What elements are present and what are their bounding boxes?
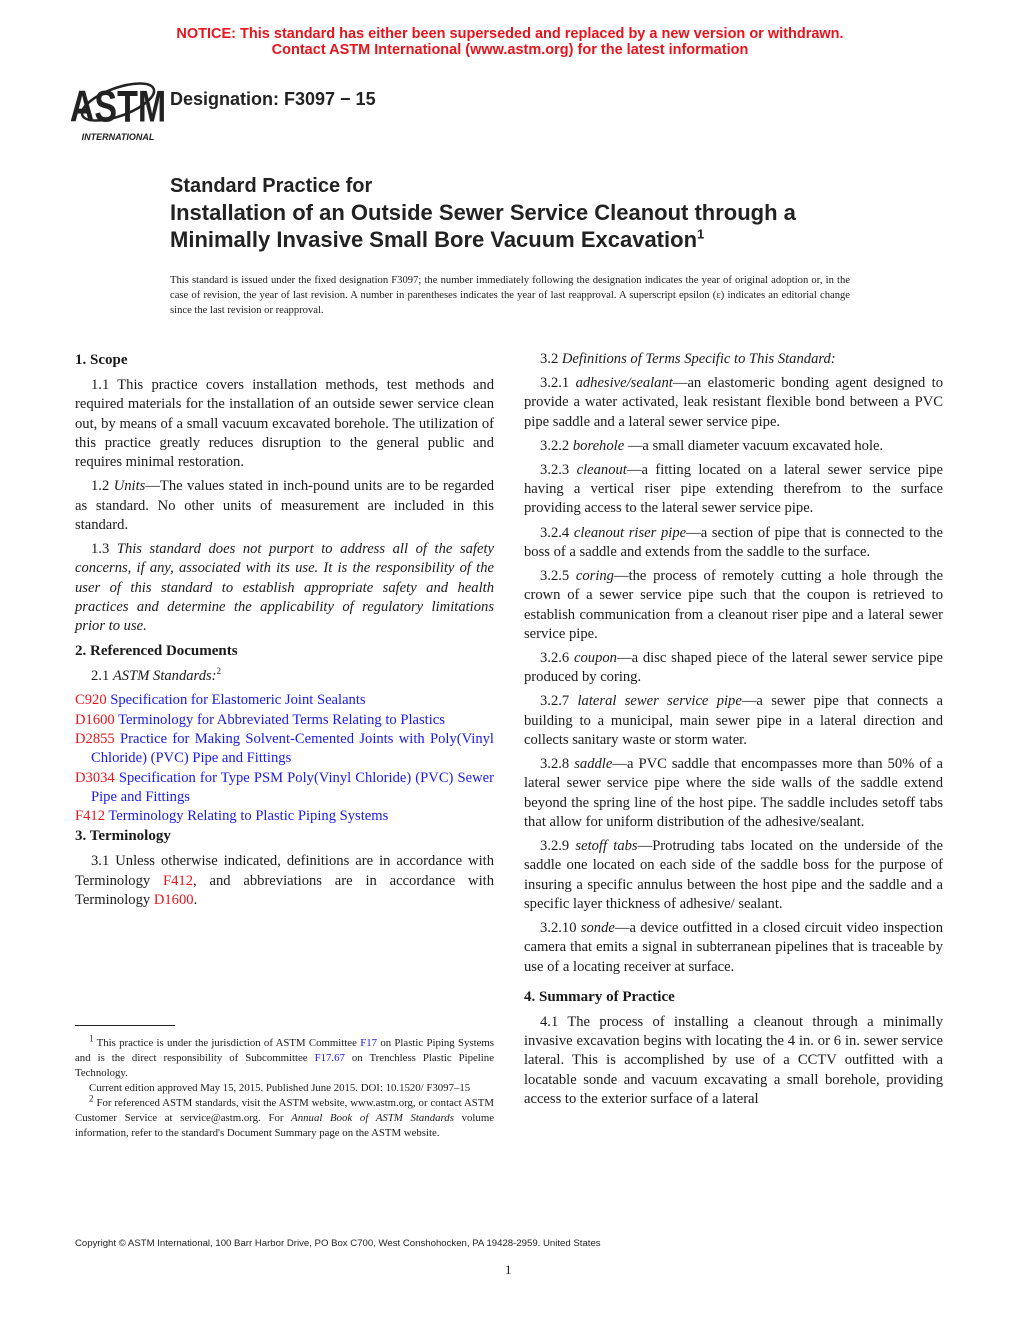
text-segment: This practice is under the jurisdiction of ASTM Committee xyxy=(93,1037,361,1049)
section-heading: 4. Summary of Practice xyxy=(524,988,675,1005)
italic-text: saddle xyxy=(574,756,613,773)
footnote-ref[interactable]: 2 xyxy=(216,666,222,677)
paragraph xyxy=(524,649,943,688)
title-line-2: Installation of an Outside Sewer Service Cleanout through a xyxy=(170,200,796,225)
paragraph xyxy=(75,376,494,472)
text-segment: 3.2.1 xyxy=(540,375,576,392)
footnote xyxy=(75,1033,494,1081)
italic-text: cleanout riser pipe xyxy=(573,524,687,541)
section-heading: 2. Referenced Documents xyxy=(75,643,238,660)
text-segment: 3.2.4 xyxy=(540,524,574,541)
text-segment: 3.2.10 xyxy=(540,919,581,936)
document-title xyxy=(170,173,796,253)
text-segment: —a section of pipe that is connected to the boss of a saddle and extends from the saddle to the surface. xyxy=(524,524,943,560)
svg-text:ASTM: ASTM xyxy=(69,82,167,132)
right-column xyxy=(524,350,943,1114)
italic-text: setoff tabs xyxy=(575,838,638,854)
title-line-1: Standard Practice for xyxy=(170,175,373,197)
italic-text: lateral sewer service pipe xyxy=(577,693,742,710)
italic-text: Units xyxy=(113,478,146,495)
reference-link[interactable]: C920 xyxy=(75,692,107,709)
italic-text: sonde xyxy=(580,919,615,936)
footnotes xyxy=(75,1033,495,1141)
intro-paragraph: This standard is issued under the fixed designation F3097; the number immediately following the designation indicates the year of original adoption or, in the case of revision, the year of last revision. A number in parentheses indicates the year of last reapproval. A superscript epsilon (ε) indicates an editorial change since the last revision or reapproval. xyxy=(170,275,850,316)
reference-link[interactable]: D1600 xyxy=(75,711,115,728)
footnote-divider xyxy=(75,1025,175,1026)
italic-text: borehole xyxy=(572,437,625,454)
paragraph xyxy=(75,477,494,535)
reference-link[interactable]: Practice for Making Solvent-Cemented Joints with Poly(Vinyl Chloride) (PVC) Pipe and Fittings xyxy=(91,730,494,767)
text-segment: —The values stated in inch-pound units are to be regarded as standard. No other units of measurement are included in this standard. xyxy=(75,478,494,533)
supersede-notice xyxy=(0,26,1020,58)
italic-text: This standard does not purport to address all of the safety concerns, if any, associated with its use. It is the responsibility of the user of this standard to establish appropriate safety and health practices and determine the applicability of regulatory limitations prior to use. xyxy=(75,540,494,635)
reference-link[interactable]: F412 xyxy=(163,872,194,889)
text-segment: on Plastic Piping Systems and is the direct responsibility of Subcommittee xyxy=(75,1037,494,1064)
copyright: Copyright © ASTM International, 100 Barr Harbor Drive, PO Box C700, West Conshohocken, PA 19428-2959. United States xyxy=(75,1238,601,1249)
text-segment: 3.2.6 xyxy=(540,649,574,666)
page-number: 1 xyxy=(505,1262,512,1277)
italic-text: Definitions of Terms Specific to This Standard: xyxy=(561,351,836,367)
paragraph xyxy=(524,919,943,977)
reference-link[interactable]: Specification for Type PSM Poly(Vinyl Chloride) (PVC) Sewer Pipe and Fittings xyxy=(91,769,494,805)
paragraph xyxy=(524,350,943,369)
text-segment: 2.1 xyxy=(91,668,113,685)
notice-line-1: NOTICE: This standard has either been superseded and replaced by a new version or withdrawn. xyxy=(176,26,844,42)
reference-link[interactable]: F17 xyxy=(360,1037,378,1049)
reference-item xyxy=(75,691,494,710)
reference-link[interactable]: Specification for Elastomeric Joint Sealants xyxy=(106,692,366,709)
text-segment: —a fitting located on a lateral sewer service pipe having a vertical riser pipe extending therefrom to the surface providing access to the lateral sewer service pipe. xyxy=(524,461,943,517)
text-segment: 3.2.8 xyxy=(540,756,575,773)
text-segment: 3.2 xyxy=(540,351,562,367)
text-segment: 1.3 xyxy=(91,540,117,557)
paragraph xyxy=(524,755,943,832)
section-heading: 1. Scope xyxy=(75,352,128,368)
reference-link[interactable]: D3034 xyxy=(75,769,115,786)
text-segment: —an elastomeric bonding agent designed to provide a water activated, leak resistant flexible bond between a PVC pipe saddle and a lateral sewer service pipe. xyxy=(524,375,943,430)
reference-link[interactable]: Terminology for Abbreviated Terms Relating to Plastics xyxy=(114,711,445,728)
text-segment: volume information, refer to the standard's Document Summary page on the ASTM website. xyxy=(75,1112,495,1139)
paragraph xyxy=(524,837,943,914)
paragraph xyxy=(524,461,943,519)
reference-item xyxy=(75,730,494,769)
paragraph xyxy=(75,852,494,910)
text-segment: 3.2.9 xyxy=(540,838,576,854)
text-segment: —the process of remotely cutting a hole through the crown of a sewer service pipe such that the coupon is retrieved to establish communication from a cleanout riser pipe and a lateral sewer service pipe. xyxy=(524,567,943,642)
italic-text: adhesive/sealant xyxy=(575,375,673,392)
text-segment: —a device outfitted in a closed circuit video inspection camera that emits a signal in subterranean pipelines that is traceable by use of a locating receiver at surface. xyxy=(524,919,943,975)
text-segment: —a disc shaped piece of the lateral sewer service pipe produced by coring. xyxy=(524,649,943,686)
notice-line-2: Contact ASTM International (www.astm.org) for the latest information xyxy=(271,42,749,58)
italic-text: ASTM Standards: xyxy=(112,668,217,685)
reference-item xyxy=(75,711,494,730)
designation: Designation: F3097 − 15 xyxy=(170,89,376,109)
footnote-ref[interactable]: 1 xyxy=(89,1033,94,1044)
text-segment: 1.2 xyxy=(91,478,114,495)
text-segment: For referenced ASTM standards, visit the ASTM website, www.astm.org, or contact ASTM Customer Service at service@astm.org. For xyxy=(75,1097,494,1124)
text-segment: 3.1 Unless otherwise indicated, definitions are in accordance with Terminology xyxy=(75,853,494,889)
text-segment: —a PVC saddle that encompasses more than 50% of a lateral sewer service pipe where the side walls of the saddle extend beyond the spring line of the host pipe. The saddle includes setoff tabs that allow for uniform distribution of the adhesive/sealant. xyxy=(524,756,943,830)
astm-logo xyxy=(69,72,167,144)
italic-text: coring xyxy=(575,567,614,584)
italic-text: coupon xyxy=(574,649,617,666)
reference-link[interactable]: F412 xyxy=(75,808,106,825)
reference-link[interactable]: Terminology Relating to Plastic Piping Systems xyxy=(105,808,389,825)
left-column xyxy=(75,350,494,915)
text-segment: 3.2.2 xyxy=(540,437,573,454)
text-segment: 3.2.3 xyxy=(540,461,577,478)
paragraph xyxy=(524,524,943,563)
italic-text: Annual Book of ASTM Standards xyxy=(291,1112,454,1124)
text-segment: 4.1 The process of installing a cleanout through a minimally invasive excavation begins with locating the 4 in. or 6 in. sewer service lateral. This is accomplished by use of a CCTV outfitted with a locatable sonde and vacuum excavating a small borehole, providing access to the exterior surface of a lateral xyxy=(524,1013,943,1108)
svg-text:INTERNATIONAL: INTERNATIONAL xyxy=(81,132,155,142)
paragraph xyxy=(75,540,494,636)
text-segment: on Trenchless Plastic Pipeline Technology. xyxy=(75,1052,494,1079)
reference-item xyxy=(75,807,494,826)
paragraph xyxy=(524,374,943,432)
text-segment: —Protruding tabs located on the underside of the saddle one located on each side of the saddle boss for the purpose of insuring a specific annulus between the host pipe and the saddle and a specific layer thickness of adhesive/ sealant. xyxy=(524,838,943,912)
italic-text: cleanout xyxy=(576,461,627,478)
paragraph xyxy=(524,567,943,644)
title-footnote-ref[interactable]: 1 xyxy=(697,226,705,242)
text-segment: 3.2.7 xyxy=(540,693,578,710)
text-segment: —a sewer pipe that connects a building to a municipal, main sewer pipe in a lateral direction and collects sanitary waste or storm water. xyxy=(524,693,943,748)
paragraph xyxy=(524,692,943,750)
reference-link[interactable]: D1600 xyxy=(153,892,194,909)
title-line-3: Minimally Invasive Small Bore Vacuum Excavation xyxy=(170,227,698,252)
paragraph xyxy=(75,667,494,686)
reference-link[interactable]: D2855 xyxy=(75,730,115,747)
text-segment: 1.1 This practice covers installation methods, test methods and required materials for the installation of an outside sewer service clean out, by means of a small vacuum excavated borehole. The utilization of this practice greatly reduces disruption to the general public and requires minimal restoration. xyxy=(75,377,494,471)
text-segment: , and abbreviations are in accordance with Terminology xyxy=(75,872,494,909)
text-segment: 3.2.5 xyxy=(540,567,576,584)
text-segment: Current edition approved May 15, 2015. Published June 2015. DOI: 10.1520/ F3097–15 xyxy=(89,1082,471,1094)
paragraph xyxy=(524,437,943,456)
footnote xyxy=(75,1093,495,1141)
text-segment: . xyxy=(193,892,198,909)
footnote xyxy=(75,1081,494,1096)
text-segment: —a small diameter vacuum excavated hole. xyxy=(624,437,884,454)
footnote-ref[interactable]: 2 xyxy=(89,1093,94,1104)
section-heading: 3. Terminology xyxy=(75,828,171,845)
reference-item xyxy=(75,769,494,808)
reference-link[interactable]: F17.67 xyxy=(314,1052,345,1064)
paragraph xyxy=(524,1013,943,1109)
